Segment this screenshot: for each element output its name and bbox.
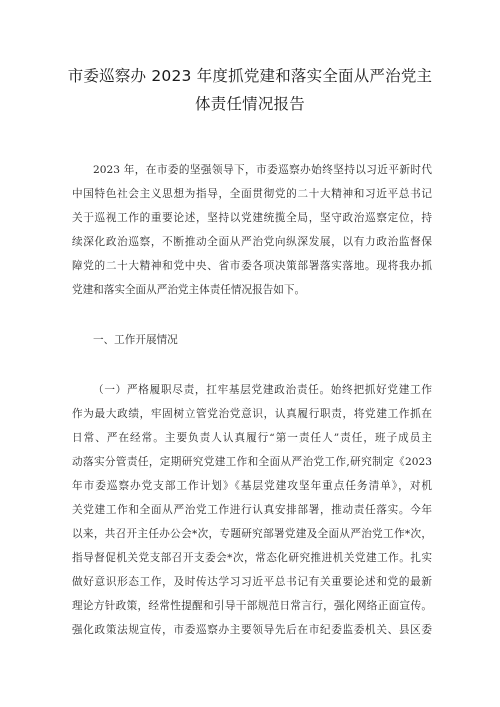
paragraph-line: 中国特色社会主义思想为指导，全面贯彻党的二十大精神和习近平总书记	[72, 188, 432, 200]
paragraph-line: 续深化政治巡察，不断推动全面从严治党向纵深发展，以有力政治监督保	[72, 236, 432, 248]
paragraph-line: 障党的二十大精神和党中央、省市委各项决策部署落实落地。现将我办抓	[72, 260, 432, 272]
paragraph-line: 日常、严在经常。主要负责人认真履行“第一责任人”责任，班子成员主	[72, 432, 432, 444]
paragraph-line: 做好意识形态工作，及时传达学习习近平总书记有关重要论述和党的最新	[72, 576, 432, 588]
paragraph-line: 2023 年，在市委的坚强领导下，市委巡察办始终坚持以习近平新时代	[93, 164, 432, 176]
paragraph-line: （一）严格履职尽责，扛牢基层党建政治责任。始终把抓好党建工作	[93, 384, 432, 396]
paragraph-line: 关于巡视工作的重要论述，坚持以党建统揽全局，坚守政治巡察定位，持	[72, 212, 432, 224]
paragraph-line: 以来，共召开主任办公会*次，专题研究部署党建及全面从严治党工作*次，	[72, 528, 432, 540]
paragraph-line: 作为最大政绩，牢固树立管党治党意识，认真履行职责，将党建工作抓在	[72, 408, 432, 420]
document-title-line-2: 体责任情况报告	[195, 95, 305, 113]
paragraph-line: 党建和落实全面从严治党主体责任情况报告如下。	[72, 284, 306, 296]
paragraph-line: 理论方针政策，经常性提醒和引导干部规范日常言行，强化网络正面宣传。	[72, 600, 432, 612]
paragraph-line: 强化政策法规宣传，市委巡察办主要领导先后在市纪委监委机关、县区委	[72, 624, 432, 636]
paragraph-line: 指导督促机关党支部召开支委会*次，常态化研究推进机关党建工作。扎实	[72, 552, 432, 564]
paragraph-line: 年市委巡察办党支部工作计划》《基层党建攻坚年重点任务清单》，对机	[72, 480, 432, 492]
document-title-line-1: 市委巡察办 2023 年度抓党建和落实全面从严治党主	[67, 67, 433, 85]
section-heading: 一、工作开展情况	[93, 334, 178, 346]
paragraph-line: 动落实分管责任，定期研究党建工作和全面从严治党工作,研究制定《2023	[72, 456, 432, 468]
paragraph-line: 关党建工作和全面从严治党工作进行认真安排部署，推动责任落实。今年	[72, 504, 432, 516]
